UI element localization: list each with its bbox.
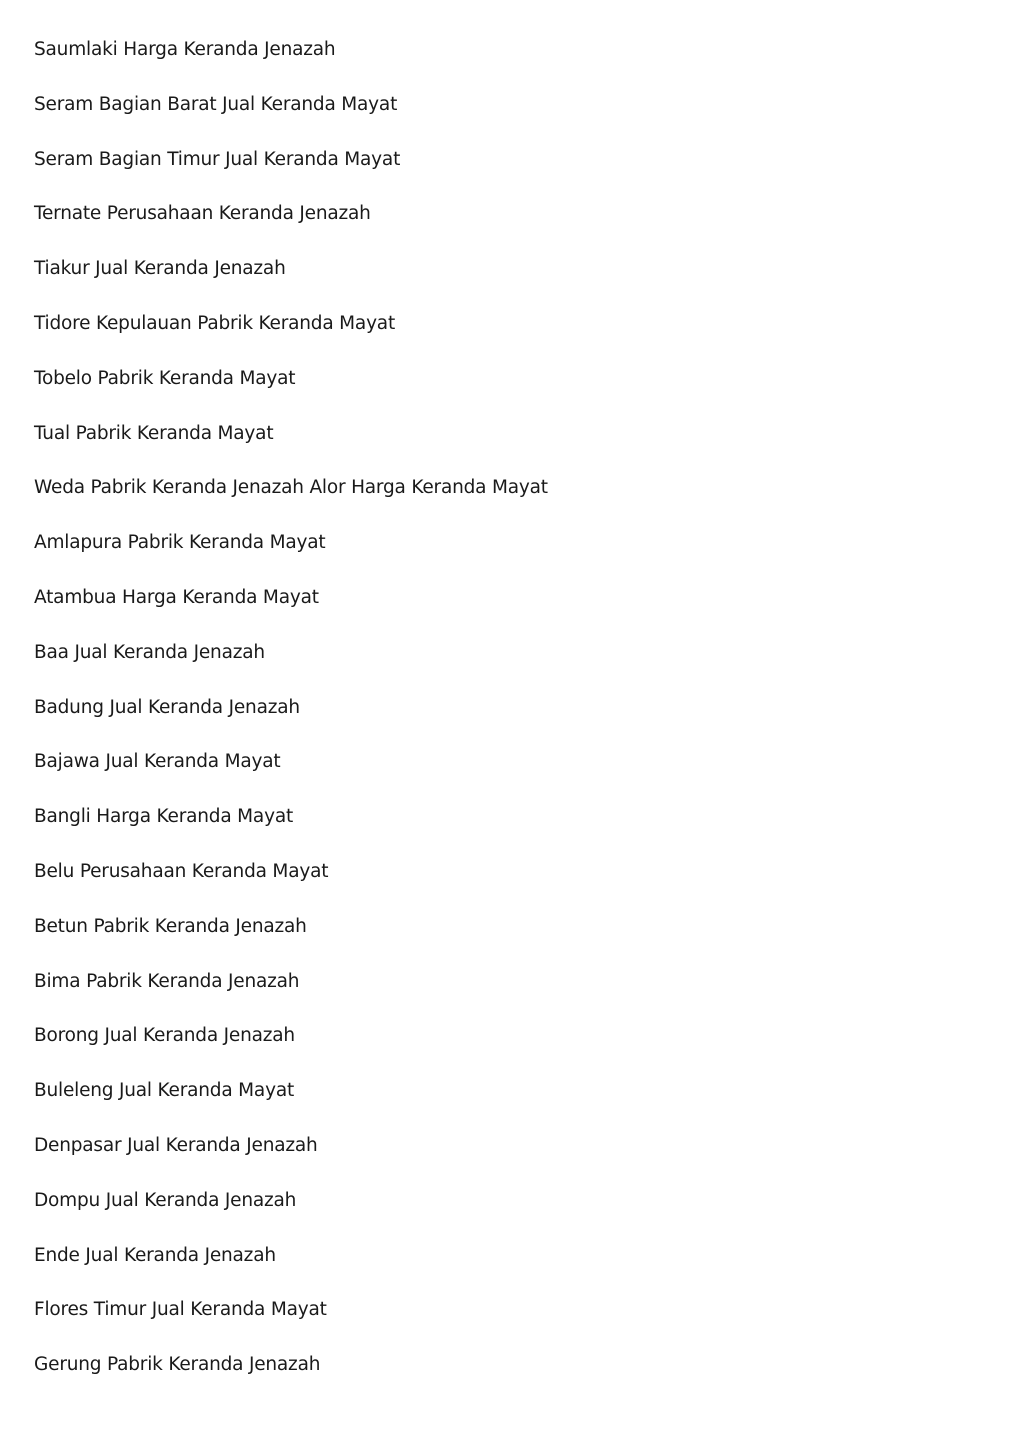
text-line: Seram Bagian Barat Jual Keranda Mayat — [34, 93, 398, 115]
text-line: Badung Jual Keranda Jenazah — [34, 696, 300, 718]
text-line: Ternate Perusahaan Keranda Jenazah — [34, 203, 371, 225]
text-line: Gerung Pabrik Keranda Jenazah — [34, 1354, 321, 1376]
text-line: Buleleng Jual Keranda Mayat — [34, 1080, 295, 1102]
text-line: Tobelo Pabrik Keranda Mayat — [34, 367, 296, 389]
text-line: Betun Pabrik Keranda Jenazah — [34, 915, 307, 937]
text-line: Borong Jual Keranda Jenazah — [34, 1025, 295, 1047]
text-line: Flores Timur Jual Keranda Mayat — [34, 1299, 327, 1321]
text-line: Dompu Jual Keranda Jenazah — [34, 1189, 297, 1211]
text-line: Atambua Harga Keranda Mayat — [34, 586, 319, 608]
text-line: Bima Pabrik Keranda Jenazah — [34, 970, 300, 992]
text-line: Bangli Harga Keranda Mayat — [34, 806, 294, 828]
text-line: Tiakur Jual Keranda Jenazah — [34, 258, 286, 280]
text-line: Denpasar Jual Keranda Jenazah — [34, 1134, 318, 1156]
text-line: Amlapura Pabrik Keranda Mayat — [34, 532, 326, 554]
text-line: Bajawa Jual Keranda Mayat — [34, 751, 281, 773]
text-line: Ende Jual Keranda Jenazah — [34, 1244, 276, 1266]
text-line: Seram Bagian Timur Jual Keranda Mayat — [34, 148, 401, 170]
text-line-list — [34, 36, 548, 1406]
text-line: Tual Pabrik Keranda Mayat — [34, 422, 274, 444]
text-line: Baa Jual Keranda Jenazah — [34, 641, 265, 663]
text-line: Tidore Kepulauan Pabrik Keranda Mayat — [34, 312, 396, 334]
text-line: Saumlaki Harga Keranda Jenazah — [34, 39, 336, 60]
text-line: Belu Perusahaan Keranda Mayat — [34, 860, 329, 882]
text-line: Weda Pabrik Keranda Jenazah Alor Harga Keranda Mayat — [34, 477, 548, 499]
